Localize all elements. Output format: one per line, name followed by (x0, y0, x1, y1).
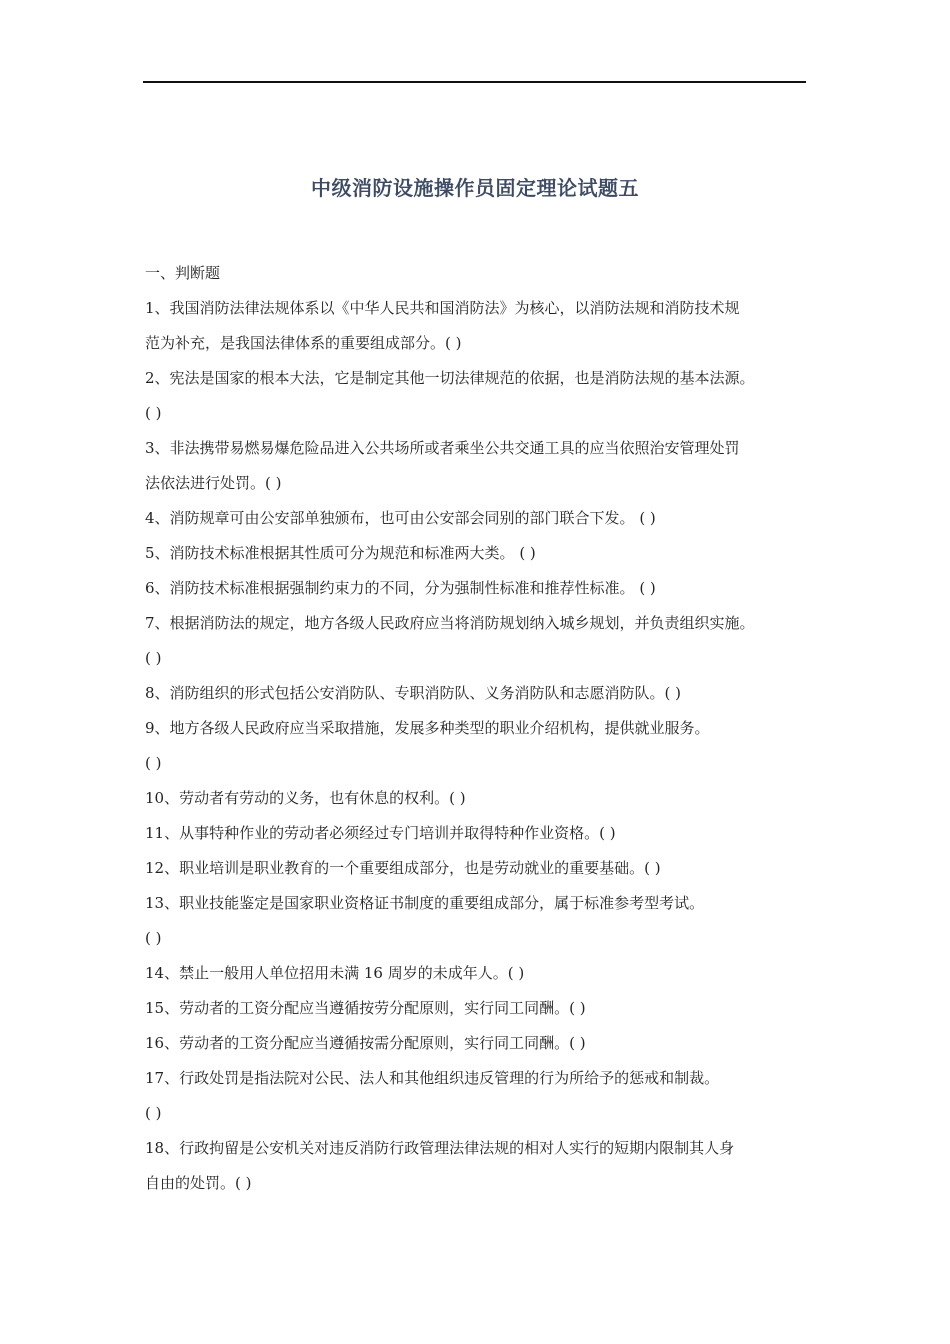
header-rule (143, 81, 806, 83)
question-line: 7、根据消防法的规定，地方各级人民政府应当将消防规划纳入城乡规划，并负责组织实施。 (145, 614, 755, 632)
question-line: 法依法进行处罚。( ) (145, 474, 282, 492)
question-line: ( ) (145, 404, 162, 422)
question-line: 10、劳动者有劳动的义务，也有休息的权利。( ) (145, 789, 466, 807)
question-line: 自由的处罚。( ) (145, 1174, 252, 1192)
question-line: ( ) (145, 929, 162, 947)
question-line: ( ) (145, 649, 162, 667)
question-line: 1、我国消防法律法规体系以《中华人民共和国消防法》为核心，以消防法规和消防技术规 (145, 299, 740, 317)
question-line: ( ) (145, 754, 162, 772)
question-line: 9、地方各级人民政府应当采取措施，发展多种类型的职业介绍机构，提供就业服务。 (145, 719, 710, 737)
question-line: 17、行政处罚是指法院对公民、法人和其他组织违反管理的行为所给予的惩戒和制裁。 (145, 1069, 720, 1087)
question-line: ( ) (145, 1104, 162, 1122)
question-line: 13、职业技能鉴定是国家职业资格证书制度的重要组成部分，属于标准参考型考试。 (145, 894, 705, 912)
question-line: 16、劳动者的工资分配应当遵循按需分配原则，实行同工同酬。( ) (145, 1034, 586, 1052)
question-line: 范为补充，是我国法律体系的重要组成部分。( ) (145, 334, 462, 352)
question-line: 2、宪法是国家的根本大法，它是制定其他一切法律规范的依据，也是消防法规的基本法源。 (145, 369, 755, 387)
question-line: 5、消防技术标准根据其性质可分为规范和标准两大类。 ( ) (145, 544, 536, 562)
document-title: 中级消防设施操作员固定理论试题五 (311, 176, 639, 200)
question-line: 18、行政拘留是公安机关对违反消防行政管理法律法规的相对人实行的短期内限制其人身 (145, 1139, 735, 1157)
question-line: 8、消防组织的形式包括公安消防队、专职消防队、义务消防队和志愿消防队。( ) (145, 684, 682, 702)
question-line: 4、消防规章可由公安部单独颁布，也可由公安部会同别的部门联合下发。 ( ) (145, 509, 656, 527)
question-line: 15、劳动者的工资分配应当遵循按劳分配原则，实行同工同酬。( ) (145, 999, 586, 1017)
question-list (145, 256, 825, 1201)
question-line: 11、从事特种作业的劳动者必须经过专门培训并取得特种作业资格。( ) (145, 824, 616, 842)
question-line: 3、非法携带易燃易爆危险品进入公共场所或者乘坐公共交通工具的应当依照治安管理处罚 (145, 439, 740, 457)
question-line: 12、职业培训是职业教育的一个重要组成部分，也是劳动就业的重要基础。( ) (145, 859, 661, 877)
question-line: 14、禁止一般用人单位招用未满 16 周岁的未成年人。( ) (145, 964, 525, 982)
section-heading: 一、判断题 (145, 264, 221, 282)
question-line: 6、消防技术标准根据强制约束力的不同，分为强制性标准和推荐性标准。 ( ) (145, 579, 656, 597)
